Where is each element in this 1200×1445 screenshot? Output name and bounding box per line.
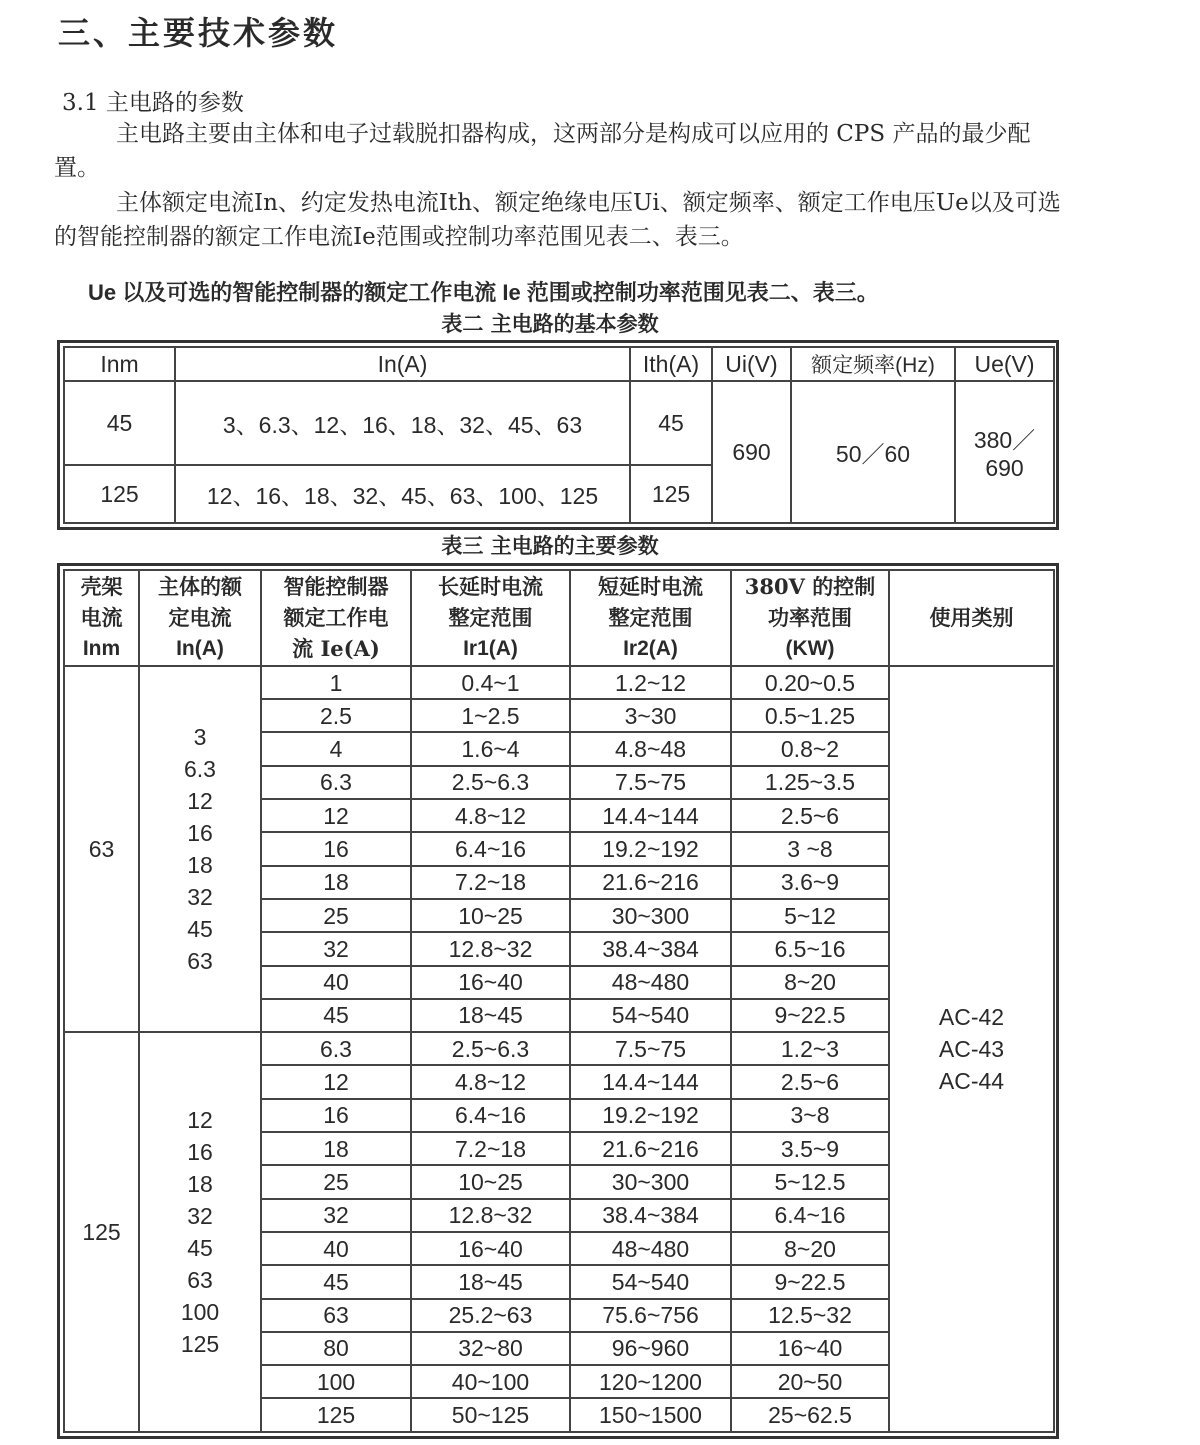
in-value: 63	[187, 948, 213, 974]
ie-cell: 80	[261, 1332, 411, 1365]
ir1-cell: 10~25	[411, 1165, 570, 1198]
power-cell: 1.2~3	[731, 1032, 889, 1065]
ir2-cell: 75.6~756	[570, 1299, 731, 1332]
in-values-cell	[139, 666, 261, 1032]
power-cell: 5~12	[731, 899, 889, 932]
power-cell: 3.6~9	[731, 866, 889, 899]
header-line: 整定范围	[608, 605, 693, 631]
in-value: 63	[187, 1267, 213, 1294]
ie-cell: 6.3	[261, 1032, 411, 1065]
header-cell: Ith(A)	[630, 347, 712, 381]
ir2-cell: 48~480	[570, 1232, 731, 1265]
power-cell: 0.20~0.5	[731, 666, 889, 699]
ir2-cell: 48~480	[570, 966, 731, 999]
in-cell: 12、16、18、32、45、63、100、125	[175, 465, 630, 523]
header-line: 智能控制器	[283, 574, 389, 600]
ir2-cell: 7.5~75	[570, 1032, 731, 1065]
in-value: 32	[187, 1203, 213, 1230]
power-cell: 3~8	[731, 1099, 889, 1132]
ir2-cell: 1.2~12	[570, 666, 731, 699]
power-cell: 8~20	[731, 966, 889, 999]
header-cell: Ui(V)	[712, 347, 791, 381]
table-row	[64, 666, 1054, 699]
header-line: 整定范围	[448, 605, 533, 631]
ir1-cell: 12.8~32	[411, 1199, 570, 1232]
ir2-cell: 38.4~384	[570, 932, 731, 965]
ir1-cell: 1.6~4	[411, 732, 570, 765]
ie-cell: 45	[261, 1265, 411, 1298]
in-value: 125	[180, 1331, 220, 1358]
ie-cell: 25	[261, 1165, 411, 1198]
in-value: 100	[180, 1299, 220, 1326]
ir1-cell: 7.2~18	[411, 866, 570, 899]
table3-frame	[57, 563, 1059, 1439]
ir2-cell: 14.4~144	[570, 799, 731, 832]
header-cell: In(A)	[175, 347, 630, 381]
frequency-cell: 50／60	[791, 381, 955, 523]
ir1-cell: 18~45	[411, 1265, 570, 1298]
header-cell: Ue(V)	[955, 347, 1054, 381]
in-value: 45	[187, 916, 213, 942]
sub-section-heading: 3.1 主电路的参数	[62, 90, 244, 116]
ir1-cell: 4.8~12	[411, 1065, 570, 1098]
inm-cell: 125	[64, 1032, 139, 1432]
header-cell: Inm	[64, 347, 175, 381]
ir1-cell: 6.4~16	[411, 832, 570, 865]
ie-cell: 45	[261, 999, 411, 1032]
ie-cell: 16	[261, 832, 411, 865]
ith-cell: 45	[630, 381, 712, 465]
ie-cell: 125	[261, 1398, 411, 1432]
header-cell	[731, 570, 889, 666]
ir1-cell: 4.8~12	[411, 799, 570, 832]
ie-cell: 4	[261, 732, 411, 765]
ir2-cell: 150~1500	[570, 1398, 731, 1432]
power-cell: 12.5~32	[731, 1299, 889, 1332]
power-cell: 0.5~1.25	[731, 699, 889, 732]
in-value: 12	[187, 788, 213, 814]
ie-cell: 63	[261, 1299, 411, 1332]
ir2-cell: 96~960	[570, 1332, 731, 1365]
usage-category: AC-42	[938, 1003, 1005, 1030]
power-cell: 1.25~3.5	[731, 766, 889, 799]
ir2-cell: 21.6~216	[570, 1132, 731, 1165]
table-header-row	[64, 347, 1054, 381]
inm-cell: 125	[64, 465, 175, 523]
power-cell: 25~62.5	[731, 1398, 889, 1432]
ie-cell: 100	[261, 1365, 411, 1398]
power-cell: 9~22.5	[731, 1265, 889, 1298]
header-cell	[411, 570, 570, 666]
basic-parameters-table	[63, 346, 1055, 524]
power-cell: 5~12.5	[731, 1165, 889, 1198]
in-value: 12	[187, 1107, 213, 1134]
header-cell	[64, 570, 139, 666]
in-values-cell	[139, 1032, 261, 1432]
in-value: 3	[193, 724, 207, 750]
ir2-cell: 3~30	[570, 699, 731, 732]
header-line: Ir1(A)	[463, 637, 518, 661]
ir1-cell: 16~40	[411, 1232, 570, 1265]
power-cell: 3 ~8	[731, 832, 889, 865]
in-value: 16	[187, 1139, 213, 1166]
ir2-cell: 120~1200	[570, 1365, 731, 1398]
header-line: Ir2(A)	[623, 637, 678, 661]
ie-cell: 40	[261, 1232, 411, 1265]
header-line: 功率范围	[768, 605, 852, 631]
ie-cell: 12	[261, 1065, 411, 1098]
ir1-cell: 32~80	[411, 1332, 570, 1365]
table2-frame	[57, 340, 1059, 530]
ir2-cell: 21.6~216	[570, 866, 731, 899]
ie-cell: 40	[261, 966, 411, 999]
ie-cell: 12	[261, 799, 411, 832]
table2-caption: 表二 主电路的基本参数	[441, 311, 659, 336]
inm-cell: 45	[64, 381, 175, 465]
power-cell: 2.5~6	[731, 1065, 889, 1098]
in-value: 18	[187, 852, 213, 878]
ie-cell: 1	[261, 666, 411, 699]
header-line: 380V 的控制	[744, 574, 876, 600]
power-cell: 8~20	[731, 1232, 889, 1265]
ir1-cell: 7.2~18	[411, 1132, 570, 1165]
ir2-cell: 7.5~75	[570, 766, 731, 799]
header-line: 使用类别	[929, 605, 1014, 631]
ue-line: 690	[985, 455, 1024, 481]
ith-cell: 125	[630, 465, 712, 523]
ue-line: 380／	[973, 427, 1036, 453]
ue-cell	[955, 381, 1054, 523]
header-cell: 额定频率(Hz)	[791, 347, 955, 381]
ie-cell: 32	[261, 932, 411, 965]
power-cell: 20~50	[731, 1365, 889, 1398]
power-cell: 16~40	[731, 1332, 889, 1365]
ie-cell: 2.5	[261, 699, 411, 732]
power-cell: 6.5~16	[731, 932, 889, 965]
ie-cell: 6.3	[261, 766, 411, 799]
repeated-text-line: Ue 以及可选的智能控制器的额定工作电流 Ie 范围或控制功率范围见表二、表三。	[88, 280, 879, 305]
ie-cell: 18	[261, 1132, 411, 1165]
ir1-cell: 40~100	[411, 1365, 570, 1398]
inm-cell: 63	[64, 666, 139, 1032]
ir1-cell: 18~45	[411, 999, 570, 1032]
ie-cell: 16	[261, 1099, 411, 1132]
in-cell: 3、6.3、12、16、18、32、45、63	[175, 381, 630, 465]
ir1-cell: 2.5~6.3	[411, 1032, 570, 1065]
header-line: 短延时电流	[598, 574, 703, 600]
ir1-cell: 12.8~32	[411, 932, 570, 965]
ir2-cell: 14.4~144	[570, 1065, 731, 1098]
header-line: 壳架	[80, 574, 123, 600]
ir2-cell: 54~540	[570, 1265, 731, 1298]
power-cell: 9~22.5	[731, 999, 889, 1032]
header-line: 长延时电流	[438, 574, 543, 600]
ir2-cell: 30~300	[570, 1165, 731, 1198]
in-value: 6.3	[184, 756, 216, 782]
header-cell	[570, 570, 731, 666]
in-value: 45	[187, 1235, 213, 1262]
table-header-row	[64, 570, 1054, 666]
ir1-cell: 16~40	[411, 966, 570, 999]
header-cell	[139, 570, 261, 666]
ie-cell: 25	[261, 899, 411, 932]
ir1-cell: 25.2~63	[411, 1299, 570, 1332]
main-parameters-table	[63, 569, 1055, 1433]
ir1-cell: 0.4~1	[411, 666, 570, 699]
ir2-cell: 54~540	[570, 999, 731, 1032]
power-cell: 2.5~6	[731, 799, 889, 832]
intro-paragraph: 主电路主要由主体和电子过载脱扣器构成，这两部分是构成可以应用的 CPS 产品的最少配置。	[54, 121, 1031, 181]
usage-category: AC-44	[938, 1067, 1005, 1094]
parameters-paragraph: 主体额定电流In、约定发热电流Ith、额定绝缘电压Ui、额定频率、额定工作电压Ue以及可选的智能控制器的额定工作电流Ie范围或控制功率范围见表二、表三。	[54, 190, 1061, 250]
ir1-cell: 2.5~6.3	[411, 766, 570, 799]
ir1-cell: 1~2.5	[411, 699, 570, 732]
table3-caption: 表三 主电路的主要参数	[441, 533, 659, 558]
header-line: (KW)	[785, 637, 835, 661]
header-line: 电流	[80, 605, 123, 631]
header-cell	[889, 570, 1054, 666]
in-value: 18	[187, 1171, 213, 1198]
ie-cell: 32	[261, 1199, 411, 1232]
ie-cell: 18	[261, 866, 411, 899]
power-cell: 6.4~16	[731, 1199, 889, 1232]
in-value: 32	[187, 884, 213, 910]
header-line: 定电流	[168, 605, 232, 631]
table-row	[64, 381, 1054, 465]
usage-category-cell	[889, 666, 1054, 1432]
ir2-cell: 19.2~192	[570, 832, 731, 865]
header-cell	[261, 570, 411, 666]
header-line: 流 Ie(A)	[292, 636, 380, 662]
header-line: 主体的额	[158, 574, 242, 600]
in-value: 16	[187, 820, 213, 846]
header-line: 额定工作电	[283, 605, 389, 631]
power-cell: 0.8~2	[731, 732, 889, 765]
ir2-cell: 4.8~48	[570, 732, 731, 765]
usage-category: AC-43	[938, 1035, 1005, 1062]
header-line: In(A)	[176, 637, 224, 661]
section-heading: 三、主要技术参数	[58, 15, 339, 51]
ir1-cell: 10~25	[411, 899, 570, 932]
ui-cell: 690	[712, 381, 791, 523]
ir1-cell: 50~125	[411, 1398, 570, 1432]
ir2-cell: 19.2~192	[570, 1099, 731, 1132]
ir2-cell: 30~300	[570, 899, 731, 932]
header-line: Inm	[82, 637, 121, 661]
power-cell: 3.5~9	[731, 1132, 889, 1165]
ir2-cell: 38.4~384	[570, 1199, 731, 1232]
ir1-cell: 6.4~16	[411, 1099, 570, 1132]
